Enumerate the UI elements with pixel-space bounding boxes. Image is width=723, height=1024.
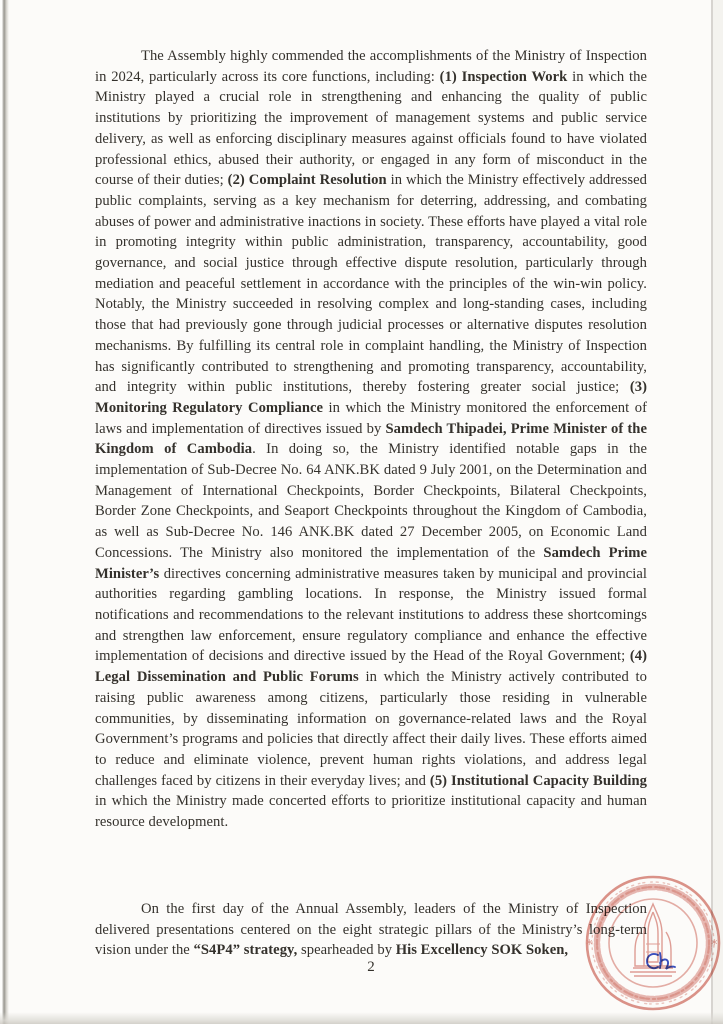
bold-text-segment: (5) Institutional Capacity Building [429, 772, 647, 789]
bold-text-segment: His Excellency SOK Soken, [395, 942, 569, 959]
svg-text:*: * [586, 938, 593, 953]
text-segment: spearheaded by [297, 942, 396, 959]
handwritten-initials [644, 951, 678, 975]
text-segment: in which the Ministry monitored the enforcement of laws and implementation of directives issued by [95, 399, 647, 437]
scan-edge-bottom [0, 1012, 723, 1024]
text-segment: The Assembly highly commended the accomplishments of the Ministry of Inspection in 2024, particularly across its core functions, including: [95, 48, 647, 85]
bold-text-segment: “S4P4” strategy, [193, 942, 298, 959]
text-segment: directives concerning administrative measures taken by municipal and provincial authorities regarding gambling locations. In response, the Ministry issued formal notifications and recommendations to the relevant institutions to address these shortcomings and strengthen law enforcement, ensure regulatory compliance and enhance the effective implementation of decisions and directive issued by the Head of the Royal Government; [95, 565, 647, 665]
bold-text-segment: Samdech Prime Minister’s [95, 544, 648, 582]
page-number: 2 [367, 959, 375, 975]
text-segment: in which the Ministry made concerted efforts to prioritize institutional capacity and human resource development. [95, 793, 647, 831]
svg-text:*: * [711, 938, 718, 953]
scan-edge-right [713, 0, 723, 1024]
bold-text-segment: (3) Monitoring Regulatory Compliance [95, 379, 647, 416]
bold-text-segment: (1) Inspection Work [439, 68, 568, 85]
text-segment: in which the Ministry played a crucial role in strengthening and enhancing the quality of public institutions by prioritizing the improvement of management systems and public service delivery, as well as enforcing disciplinary measures against officials found to have violated professional ethics, abused their authority, or engaged in any form of misconduct in the course of their duties; [95, 68, 647, 189]
bold-text-segment: (4) Legal Dissemination and Public Forums [95, 648, 647, 686]
bold-text-segment: Samdech Thipadei, Prime Minister of the Kingdom of Cambodia [95, 420, 647, 458]
text-segment: . In doing so, the Ministry identified notable gaps in the implementation of Sub-Decree No. 64 ANK.BK dated 9 July 2001, on the Determination and Management of International Checkpoints, Border Checkpoints, Bilateral Checkpoints, Border Zone Checkpoints, and Seaport Checkpoints throughout the Kingdom of Cambodia, as well as Sub-Decree No. 146 ANK.BK dated 27 December 2005, on Economic Land Concessions. The Ministry also monitored the implementation of the [95, 441, 647, 561]
text-segment: in which the Ministry effectively addressed public complaints, serving as a key mechanism for deterring, addressing, and combating abuses of power and administrative inactions in society. These efforts have played a vital role in promoting integrity within public administration, transparency, accountability, good governance, and social justice through effective dispute resolution, particularly through mediation and peaceful settlement in accordance with the principles of the win-win policy. Notably, the Ministry succeeded in resolving complex and long-standing cases, including those that had previously gone through judicial processes or alternative disputes resolution mechanisms. By fulfilling its central role in complaint handling, the Ministry of Inspection has significantly contributed to strengthening and promoting transparency, accountability, and integrity within public institutions, thereby fostering greater social justice; [95, 172, 647, 396]
text-segment: On the first day of the Annual Assembly, leaders of the Ministry of Inspection delivered presentations centered on the eight strategic pillars of the Ministry’s long-term vision under the [95, 901, 647, 959]
paragraph-accomplishments [95, 46, 647, 833]
paragraph-assembly-first-day [95, 899, 647, 961]
text-segment: in which the Ministry actively contributed to raising public awareness among citizens, particularly those residing in vulnerable communities, by disseminating information on governance-related laws and the Royal Government’s programs and policies that directly affect their daily lives. These efforts aimed to reduce and eliminate violence, prevent human rights violations, and address legal challenges faced by citizens in their everyday lives; and [95, 669, 647, 789]
bold-text-segment: (2) Complaint Resolution [227, 172, 387, 189]
scan-edge-left [0, 0, 9, 1024]
